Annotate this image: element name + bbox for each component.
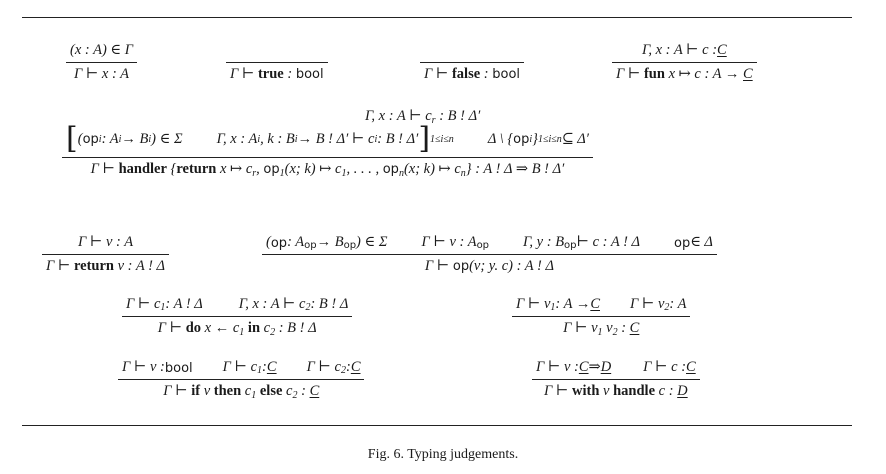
rule-true-conclusion: Γ ⊢ true : bool	[230, 66, 324, 82]
rule-return-premise: Γ ⊢ v : A	[77, 234, 134, 250]
rule-if-conclusion: Γ ⊢ if v then $c_1$ else $c_2$ : C	[163, 383, 320, 401]
rule-var	[66, 42, 137, 83]
rule-var-premise: (x : A) ∈ Γ	[70, 42, 133, 58]
rule-fun-conclusion: Γ ⊢ fun x ↦ c : A → C	[616, 66, 753, 82]
rule-var-conclusion: Γ ⊢ x : A	[73, 66, 130, 82]
rule-false	[420, 62, 524, 83]
top-rule	[22, 17, 852, 18]
rule-app-premises: Γ ⊢ v 1 : A → C Γ ⊢ v 2 : A	[516, 296, 687, 313]
rule-do-premises: Γ ⊢ c 1 : A ! Δ Γ, x : A ⊢ c 2 : B ! Δ	[126, 296, 349, 313]
rule-handler	[62, 121, 593, 179]
rule-op-conclusion: Γ ⊢ op(v; y. c) : A ! Δ	[424, 258, 554, 274]
right-bracket-icon: ]	[418, 121, 431, 156]
rule-true	[226, 62, 328, 83]
rule-with-conclusion: Γ ⊢ with v handle c : D	[544, 383, 688, 399]
rule-if	[118, 359, 364, 401]
rule-handler-premise-top: Γ, x : A ⊢ $c_r$ : B ! Δ′	[365, 108, 481, 126]
left-bracket-icon: [	[66, 121, 78, 156]
rule-false-conclusion: Γ ⊢ false : bool	[424, 66, 521, 82]
rule-app	[512, 296, 690, 338]
rule-app-conclusion: Γ ⊢ $v_1$ $v_2$ : C	[563, 320, 640, 338]
rule-do	[122, 296, 352, 338]
rule-if-premises: Γ ⊢ v : bool Γ ⊢ c 1 : C Γ ⊢ c 2 : C	[122, 359, 361, 376]
rule-handler-conclusion: Γ ⊢ handler {return x ↦ $c_r$, $op_1(x$; k) ↦ $c_1$, . . . , $op_n(x$; k) ↦ $c_n$} : A ! Δ ⇒ B ! Δ′	[90, 161, 565, 179]
figure-caption: Fig. 6. Typing judgements.	[367, 447, 519, 462]
rule-do-conclusion: Γ ⊢ do x ← $c_1$ in $c_2$ : B ! Δ	[157, 320, 317, 338]
rule-fun-premise: Γ, x : A ⊢ c : C	[641, 42, 727, 58]
bottom-rule	[22, 425, 852, 426]
rule-with-premises: Γ ⊢ v : C ⇒ D Γ ⊢ c : C	[536, 359, 696, 375]
rule-op	[262, 234, 717, 275]
rule-fun	[612, 42, 757, 83]
rule-return	[42, 234, 169, 275]
rule-return-conclusion: Γ ⊢ return v : A ! Δ	[46, 258, 166, 274]
rule-op-premises: ( op : A op → B op ) ∈ Σ Γ ⊢ v : A op Γ, y : B op ⊢ c : A ! Δ op ∈ Δ	[266, 234, 713, 251]
rule-with	[532, 359, 700, 400]
rule-handler-premises: [ ( op i : A i → B i ) ∈ Σ Γ, x : A i , k : B i → B ! Δ′ ⊢ c i : B ! Δ′ ] 1≤i≤n Δ \ { op i } 1≤i≤n ⊆ Δ′	[66, 121, 589, 156]
